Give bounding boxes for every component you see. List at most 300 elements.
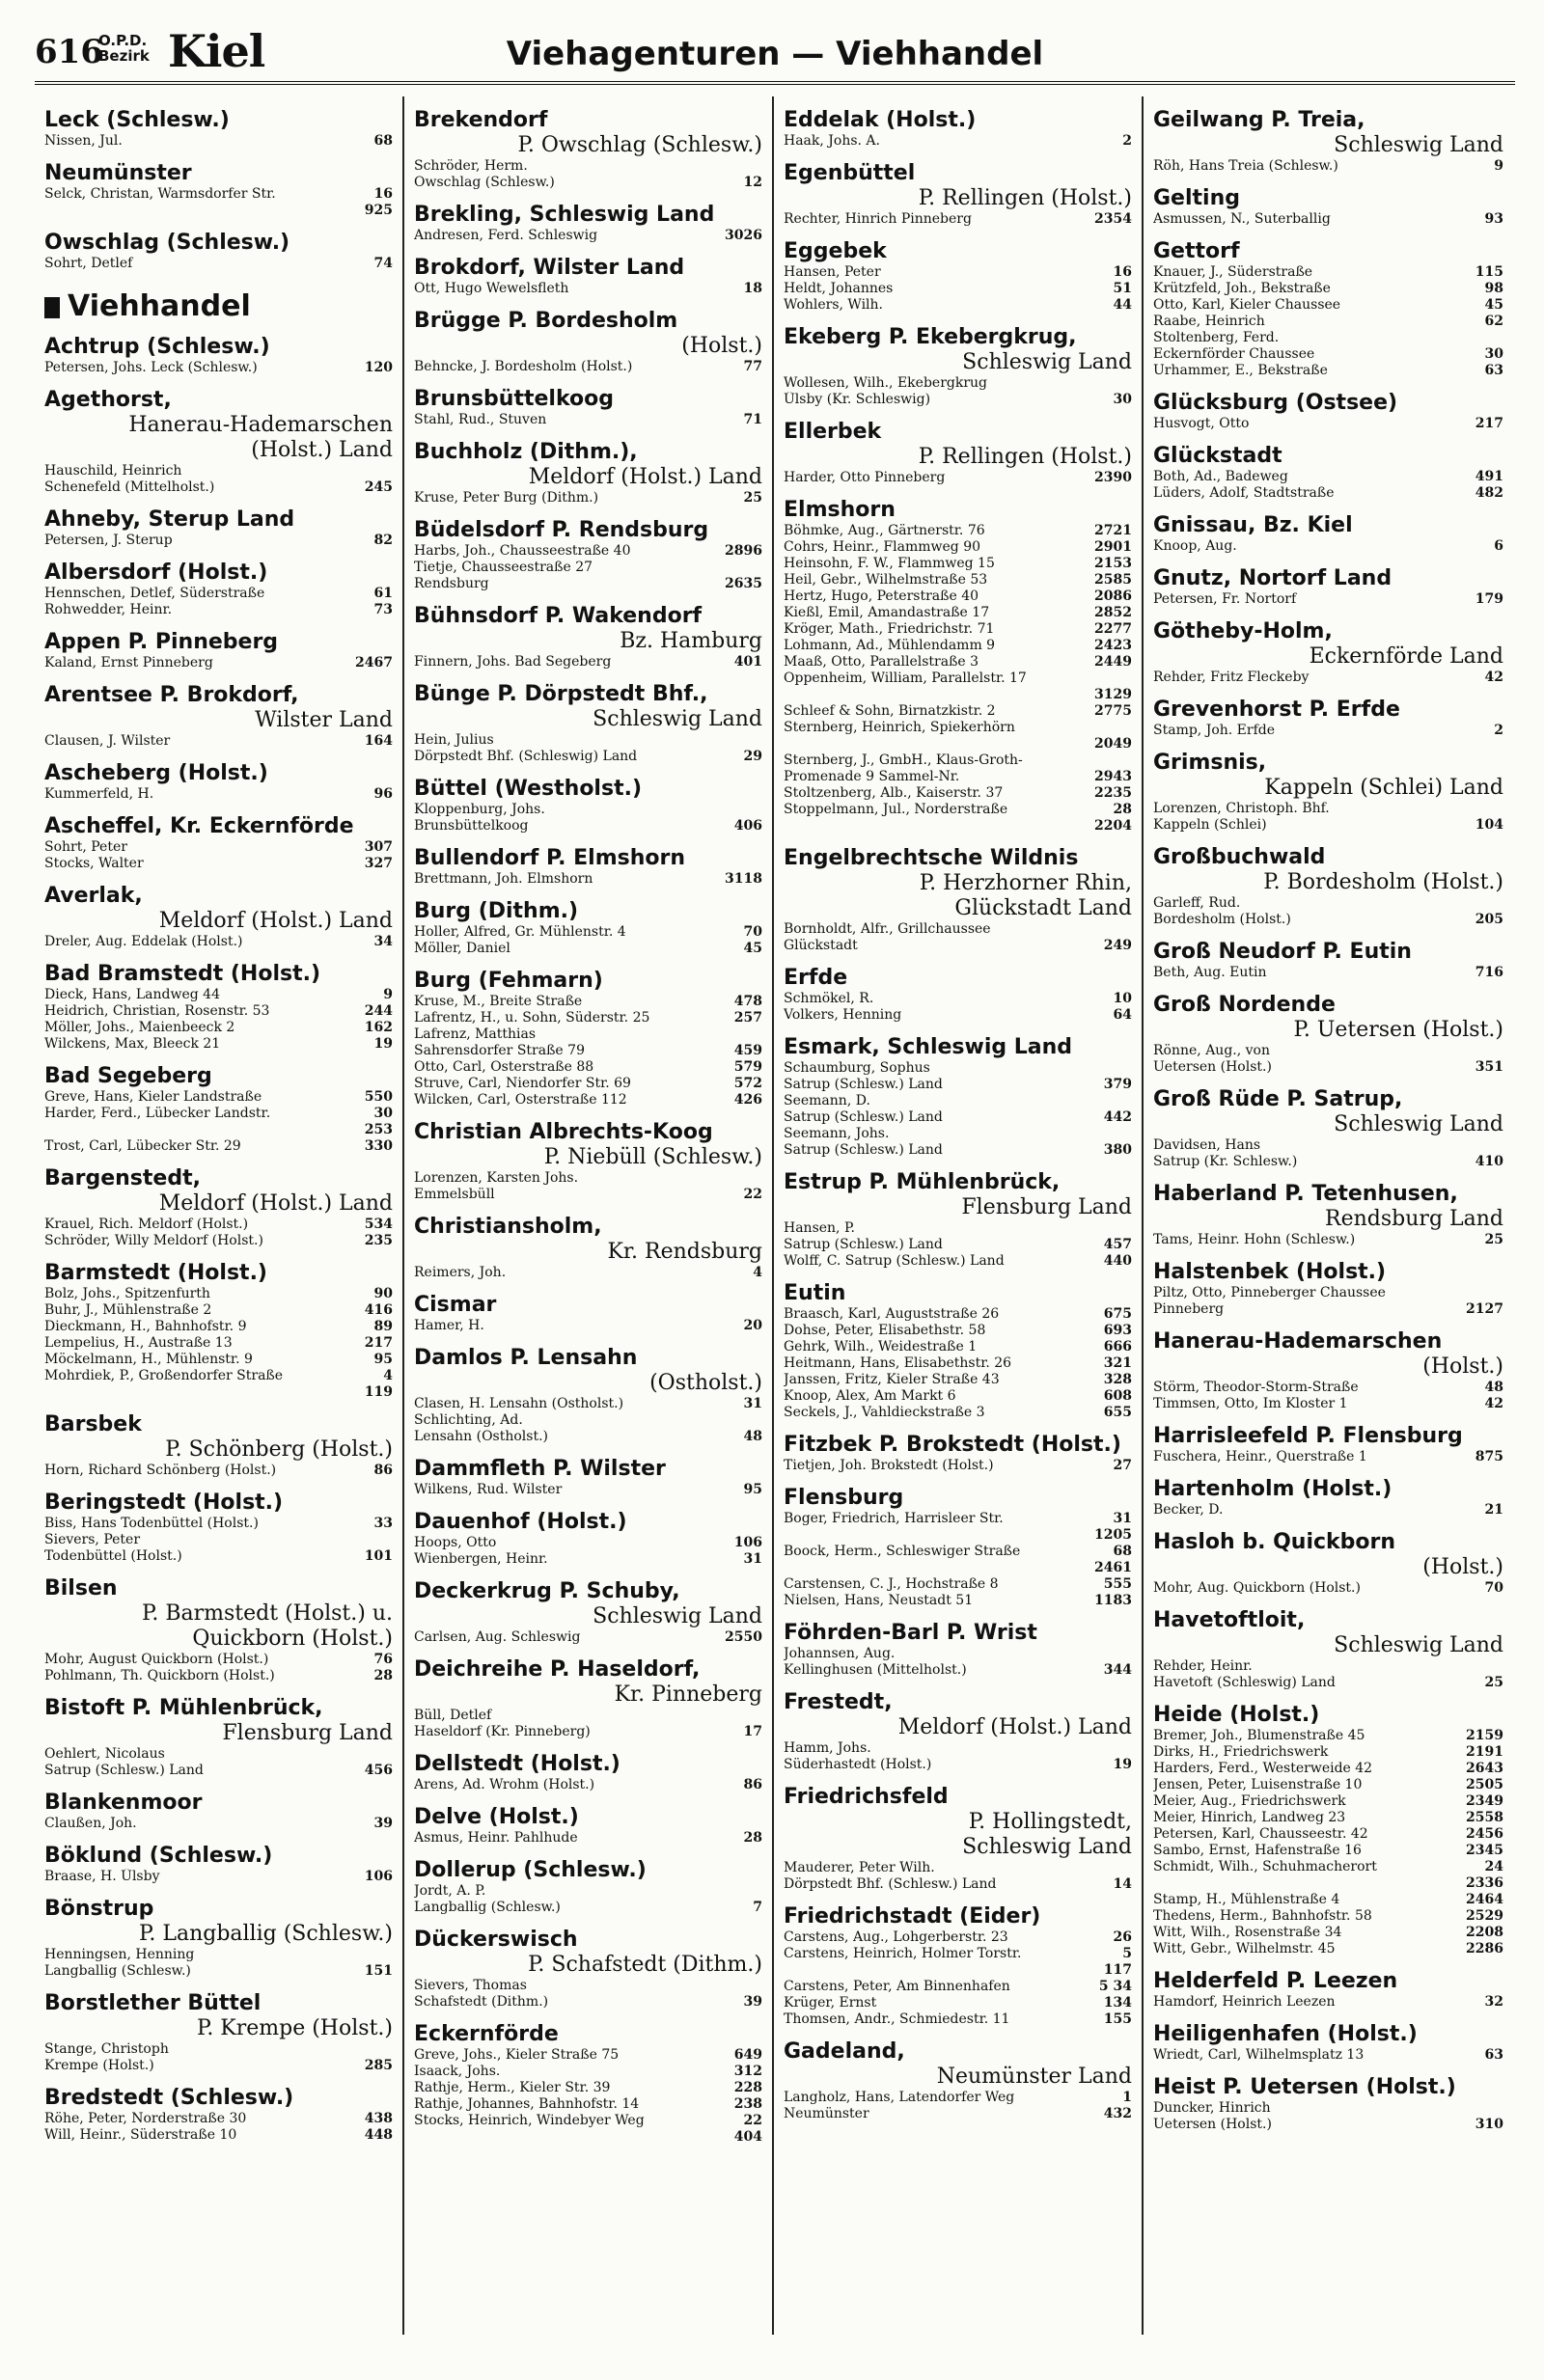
place-name: Estrup P. Mühlenbrück, [784,1170,1061,1194]
entry-name: Stocks, Heinrich, Windebyer Weg [414,2113,645,2128]
list-item [44,1763,393,1779]
place-heading [44,161,393,186]
entry-name: Störm, Theodor-Storm-Straße [1153,1380,1359,1395]
entry-name [1153,1875,1460,1892]
entry-name: Fuschera, Heinr., Querstraße 1 [1153,1449,1367,1464]
list-item [1153,469,1503,485]
place-heading [1153,1608,1503,1658]
entry-phone: 5 34 [1098,1979,1132,1994]
list-item [784,1372,1132,1388]
entry-name: Uetersen (Holst.) [1153,2117,1272,2132]
entry-name: Dieckmann, H., Bahnhofstr. 9 [44,1319,247,1334]
place-heading [414,969,762,994]
list-item [44,1463,393,1479]
list-item [44,1020,393,1036]
entry-name [784,1527,1089,1544]
entry-name: Piltz, Otto, Pinneberger Chaussee [1153,1285,1386,1300]
list-item [784,654,1132,670]
entry-phone: 2191 [1466,1744,1503,1760]
place-name-cont: Rendsburg Land [1325,1207,1503,1231]
entry-name: Langballig (Schlesw.) [44,1963,191,1979]
entry-phone: 344 [1103,1662,1132,1678]
place-heading [414,1657,762,1708]
list-item [1153,1777,1503,1793]
place-name: Böklund (Schlesw.) [44,1844,273,1868]
place-name: Heide (Holst.) [1153,1703,1320,1727]
list-item [44,987,393,1003]
entry-name: Wilkens, Rud. Wilster [414,1482,563,1497]
list-item [44,1036,393,1053]
entry-phone: 106 [364,1869,393,1884]
entry-name: Stamp, H., Mühlenstraße 4 [1153,1892,1340,1907]
list-item [784,281,1132,297]
list-item [1153,1728,1503,1744]
entry-phone: 2208 [1466,1925,1503,1940]
list-item [414,1396,762,1412]
entry-name: Boock, Herm., Schleswiger Straße [784,1544,1021,1559]
entry-phone: 164 [364,733,393,749]
entry-phone: 30 [1113,392,1132,407]
list-item [44,655,393,671]
place-name: Gnissau, Bz. Kiel [1153,513,1353,537]
entry-name: Hertz, Hugo, Peterstraße 40 [784,588,979,604]
entry-name: Jensen, Peter, Luisenstraße 10 [1153,1777,1363,1792]
place-heading [1153,1329,1503,1380]
entry-phone: 42 [1484,1396,1503,1411]
place-name-cont: Meldorf (Holst.) Land [158,909,393,933]
place-name: Averlak, [44,884,143,908]
list-item [784,769,1132,785]
place-heading [1153,239,1503,264]
list-item [44,1816,393,1832]
place-heading [784,1170,1132,1220]
entry-name: Krempe (Holst.) [44,2058,154,2073]
place-name: Damlos P. Lensahn [414,1346,638,1370]
list-item [1153,2047,1503,2064]
entry-name: Behncke, J. Bordesholm (Holst.) [414,359,633,374]
list-item [784,785,1132,802]
place-name-cont: P. Schönberg (Holst.) [165,1437,393,1462]
place-name: Geilwang P. Treia, [1153,108,1365,132]
entry-name: Pinneberg [1153,1301,1225,1317]
place-name: Bad Segeberg [44,1064,212,1088]
place-heading [44,1576,393,1652]
entry-phone: 217 [364,1335,393,1351]
entry-phone: 62 [1484,314,1503,329]
entry-phone: 68 [1113,1544,1132,1559]
entry-name: Heinsohn, F. W., Flammweg 15 [784,556,995,571]
entry-name: Meier, Aug., Friedrichswerk [1153,1793,1346,1809]
entry-name: Timmsen, Otto, Im Kloster 1 [1153,1396,1348,1411]
entry-phone: 31 [743,1396,762,1411]
entry-phone: 3129 [1094,687,1132,702]
entry-phone: 2943 [1094,769,1132,784]
entry-phone: 2159 [1466,1728,1503,1743]
entry-name: Hansen, Peter [784,264,881,280]
list-item [1153,297,1503,314]
entry-name: Carstens, Peter, Am Binnenhafen [784,1979,1010,1994]
entry-phone: 96 [373,786,393,802]
list-item [414,175,762,191]
list-item [784,1740,1132,1757]
entry-phone: 39 [743,1994,762,2010]
entry-name: Carstens, Heinrich, Holmer Torstr. [784,1946,1022,1961]
entry-name: Satrup (Schlesw.) Land [784,1142,943,1158]
place-name-cont: P. Rellingen (Holst.) [918,445,1132,469]
entry-name: Struve, Carl, Niendorfer Str. 69 [414,1076,631,1091]
list-item [44,463,393,479]
list-item [414,1076,762,1092]
place-heading [414,1858,762,1883]
entry-phone: 416 [364,1302,393,1318]
entry-phone: 2550 [725,1629,762,1645]
list-item [414,2047,762,2064]
entry-phone: 285 [364,2058,393,2073]
list-item [1153,1301,1503,1318]
entry-name: Witt, Wilh., Rosenstraße 34 [1153,1925,1342,1940]
list-item [44,586,393,602]
entry-phone: 45 [743,941,762,956]
entry-name: Biss, Hans Todenbüttel (Holst.) [44,1516,259,1531]
city-name: Kiel [168,25,265,77]
entry-name: Pohlmann, Th. Quickborn (Holst.) [44,1668,275,1683]
entry-phone: 106 [733,1535,762,1550]
place-heading [414,203,762,228]
list-item [1153,1826,1503,1843]
entry-name: Havetoft (Schleswig) Land [1153,1675,1336,1690]
list-item [784,1511,1132,1527]
list-item [784,1527,1132,1544]
list-item [784,736,1132,752]
entry-name: Stamp, Joh. Erfde [1153,723,1275,738]
entry-name: Kummerfeld, H. [44,786,154,802]
directory-column [1144,96,1513,2335]
place-heading [414,1752,762,1777]
list-item [784,1323,1132,1339]
entry-name: Brettmann, Joh. Elmshorn [414,871,593,887]
entry-name: Raabe, Heinrich [1153,314,1265,329]
entry-name: Otto, Carl, Osterstraße 88 [414,1059,594,1075]
entry-phone: 2558 [1466,1810,1503,1825]
list-item [784,720,1132,736]
entry-phone: 245 [364,479,393,495]
entry-phone: 82 [373,533,393,548]
entry-name: Lafrentz, H., u. Sohn, Süderstr. 25 [414,1010,650,1026]
place-name: Groß Rüde P. Satrup, [1153,1087,1403,1111]
list-item [1153,723,1503,739]
place-name: Ahneby, Sterup Land [44,507,295,532]
entry-name: Langballig (Schlesw.) [414,1900,561,1915]
entry-phone: 22 [743,1187,762,1202]
entry-name: Schleef & Sohn, Birnatzkistr. 2 [784,703,996,719]
place-heading [1153,1530,1503,1580]
list-item [784,1860,1132,1876]
list-item [44,1106,393,1122]
list-item [44,1286,393,1302]
entry-phone: 380 [1103,1142,1132,1158]
entry-phone: 2204 [1094,818,1132,834]
entry-name: Selck, Christan, Warmsdorfer Str. [44,186,276,202]
entry-name: Greve, Johs., Kieler Straße 75 [414,2047,620,2063]
entry-name: Kloppenburg, Johs. [414,802,545,817]
entry-name: Eckernförder Chaussee [1153,346,1315,362]
list-item [414,2129,762,2146]
list-item [1153,211,1503,228]
list-item [784,2106,1132,2122]
directory-column [35,96,404,2335]
entry-phone: 438 [364,2111,393,2126]
page-header [35,25,1515,85]
entry-name: Maaß, Otto, Parallelstraße 3 [784,654,979,670]
entry-phone: 2086 [1094,588,1132,604]
place-name: Groß Neudorf P. Eutin [1153,940,1412,964]
place-name: Achtrup (Schlesw.) [44,335,270,359]
list-item [784,133,1132,150]
entry-phone: 86 [743,1777,762,1792]
place-name: Neumünster [44,161,192,185]
entry-phone: 404 [733,2129,762,2145]
entry-name: Haseldorf (Kr. Pinneberg) [414,1724,591,1739]
entry-name: Dohse, Peter, Elisabethstr. 58 [784,1323,986,1338]
entry-name: Möller, Daniel [414,941,510,956]
place-name: Büttel (Westholst.) [414,777,642,801]
entry-name [784,1962,1098,1979]
list-item [414,1026,762,1043]
entry-phone: 98 [1484,281,1503,296]
list-item [1153,965,1503,981]
entry-phone: 432 [1103,2106,1132,2121]
entry-phone: 310 [1475,2117,1503,2132]
entry-phone: 2 [1494,723,1503,738]
entry-phone: 4 [383,1368,393,1383]
list-item [784,375,1132,392]
entry-name: Rohwedder, Heinr. [44,602,173,617]
entry-name: Andresen, Ferd. Schleswig [414,228,598,243]
entry-phone: 26 [1113,1929,1132,1945]
place-heading [1153,751,1503,801]
entry-phone: 2775 [1094,703,1132,719]
place-name-cont: Meldorf (Holst.) Land [528,465,762,489]
list-item [1153,1137,1503,1154]
place-name-cont: Kr. Rendsburg [607,1240,762,1264]
entry-phone: 534 [364,1217,393,1232]
list-item [1153,485,1503,502]
entry-phone: 1183 [1094,1593,1132,1608]
entry-name: Neumünster [784,2106,869,2121]
place-name: Bullendorf P. Elmshorn [414,846,686,870]
place-heading [1153,391,1503,416]
place-heading [414,899,762,924]
entry-phone: 2277 [1094,621,1132,637]
list-item [1153,1502,1503,1518]
entry-phone: 875 [1475,1449,1503,1464]
entry-name: Rehder, Fritz Fleckeby [1153,670,1310,685]
entry-phone: 90 [373,1286,393,1301]
list-item [1153,1449,1503,1465]
place-name: Blankenmoor [44,1791,203,1815]
place-heading [44,1064,393,1089]
entry-phone: 217 [1475,416,1503,431]
entry-name: Hansen, P. [784,1220,855,1236]
list-item [784,1126,1132,1142]
place-name: Barmstedt (Holst.) [44,1261,267,1285]
entry-name: Carstens, Aug., Lohgerberstr. 23 [784,1929,1008,1945]
entry-name: Haak, Johs. A. [784,133,880,149]
place-heading [1153,1424,1503,1449]
entry-name: Clasen, H. Lensahn (Ostholst.) [414,1396,624,1411]
entry-phone: 2896 [725,543,762,559]
place-name: Groß Nordende [1153,993,1336,1017]
list-item [414,490,762,506]
entry-name: Dörpstedt Bhf. (Schleswig) Land [414,749,638,764]
list-item [414,732,762,749]
place-name-cont: Quickborn (Holst.) [192,1627,393,1651]
place-heading [414,518,762,543]
list-item [44,934,393,950]
opd-label: O.P.D. [98,32,148,49]
place-name: Glückstadt [1153,444,1282,468]
place-name: Bredstedt (Schlesw.) [44,2086,294,2110]
place-heading [414,1510,762,1535]
entry-name: Meier, Hinrich, Landweg 23 [1153,1810,1346,1825]
entry-name: Schröder, Herm. [414,158,528,174]
place-heading [784,420,1132,470]
place-name-cont: P. Hollingstedt, [968,1810,1132,1834]
entry-phone: 491 [1475,469,1503,484]
list-item [1153,817,1503,834]
entry-phone: 74 [373,256,393,271]
place-name: Engelbrechtsche Wildnis [784,846,1079,870]
place-heading [44,561,393,586]
entry-phone: 666 [1103,1339,1132,1354]
place-name: Grevenhorst P. Erfde [1153,698,1400,722]
entry-name: Hamer, H. [414,1318,484,1333]
list-item [44,1963,393,1980]
place-heading [1153,619,1503,670]
list-item [784,1220,1132,1237]
list-item [1153,670,1503,686]
place-name: Dellstedt (Holst.) [414,1752,620,1776]
entry-phone: 89 [373,1319,393,1334]
list-item [784,523,1132,539]
list-item [1153,416,1503,432]
entry-name: Röh, Hans Treia (Schlesw.) [1153,158,1338,174]
entry-phone: 693 [1103,1323,1132,1338]
entry-name: Janssen, Fritz, Kieler Straße 43 [784,1372,1000,1387]
place-name-cont: Bz. Hamburg [620,629,762,653]
entry-phone: 459 [733,1043,762,1058]
list-item [1153,1875,1503,1892]
entry-name: Dreler, Aug. Eddelak (Holst.) [44,934,243,949]
list-item [414,1092,762,1108]
place-heading [1153,993,1503,1043]
list-item [1153,1285,1503,1301]
entry-phone: 71 [743,412,762,427]
entry-name: Oppenheim, William, Parallelstr. 17 [784,670,1027,686]
list-item [784,539,1132,556]
entry-name: Heldt, Johannes [784,281,894,296]
entry-name: Buhr, J., Mühlenstraße 2 [44,1302,212,1318]
entry-phone: 312 [733,2064,762,2079]
place-name: Friedrichstadt (Eider) [784,1904,1041,1929]
section-marker-icon [44,297,60,318]
entry-phone: 426 [733,1092,762,1108]
list-item [44,1532,393,1548]
place-heading [1153,566,1503,591]
entry-name: Rathje, Johannes, Bahnhofstr. 14 [414,2096,640,2112]
place-heading [44,761,393,786]
list-item [414,1187,762,1203]
place-name-cont: Meldorf (Holst.) Land [158,1191,393,1216]
entry-name: Kaland, Ernst Pinneberg [44,655,213,670]
entry-phone: 2464 [1466,1892,1503,1907]
place-name: Frestedt, [784,1690,893,1714]
entry-name: Duncker, Hinrich [1153,2100,1271,2116]
entry-phone: 179 [1475,591,1503,607]
place-name: Gelting [1153,186,1240,210]
list-item [784,1142,1132,1159]
list-item [414,1043,762,1059]
place-heading [414,1120,762,1170]
entry-phone: 61 [373,586,393,601]
place-heading [1153,1260,1503,1285]
entry-name: Hamdorf, Heinrich Leezen [1153,1994,1336,2010]
place-heading [414,309,762,359]
place-name: Egenbüttel [784,161,916,185]
list-item [784,1306,1132,1323]
entry-phone: 76 [373,1652,393,1667]
list-item [44,256,393,272]
entry-name: Todenbüttel (Holst.) [44,1548,182,1564]
place-heading [784,1621,1132,1646]
place-name: Bad Bramstedt (Holst.) [44,962,321,986]
list-item [414,1978,762,1994]
entry-name: Isaack, Johs. [414,2064,501,2079]
place-heading [44,1166,393,1217]
place-heading [414,682,762,732]
entry-phone: 2585 [1094,572,1132,588]
list-item [784,1237,1132,1253]
list-item [784,588,1132,605]
place-name: Grimsnis, [1153,751,1267,775]
entry-phone: 321 [1103,1355,1132,1371]
entry-phone: 655 [1103,1405,1132,1420]
entry-phone: 101 [364,1548,393,1564]
entry-phone: 410 [1475,1154,1503,1169]
list-item [414,1429,762,1445]
place-heading [784,161,1132,211]
entry-name: Johannsen, Aug. [784,1646,896,1661]
list-item [414,818,762,834]
place-name: Brekling, Schleswig Land [414,203,715,227]
place-heading [1153,444,1503,469]
entry-name: Möller, Johs., Maienbeeck 2 [44,1020,235,1035]
entry-name: Hennschen, Detlef, Süderstraße [44,586,265,601]
place-heading [44,2086,393,2111]
entry-name: Henningsen, Henning [44,1947,195,1962]
place-heading [44,1412,393,1463]
entry-name: Bornholdt, Alfr., Grillchaussee [784,921,991,937]
list-item [414,1629,762,1646]
entry-name: Seemann, Johs. [784,1126,890,1141]
place-name: Haberland P. Tetenhusen, [1153,1182,1458,1206]
entry-phone: 30 [1484,346,1503,362]
entry-phone: 253 [364,1122,393,1137]
place-name: Bilsen [44,1576,118,1600]
entry-phone: 86 [373,1463,393,1478]
place-heading [1153,513,1503,538]
entry-phone: 134 [1103,1995,1132,2011]
